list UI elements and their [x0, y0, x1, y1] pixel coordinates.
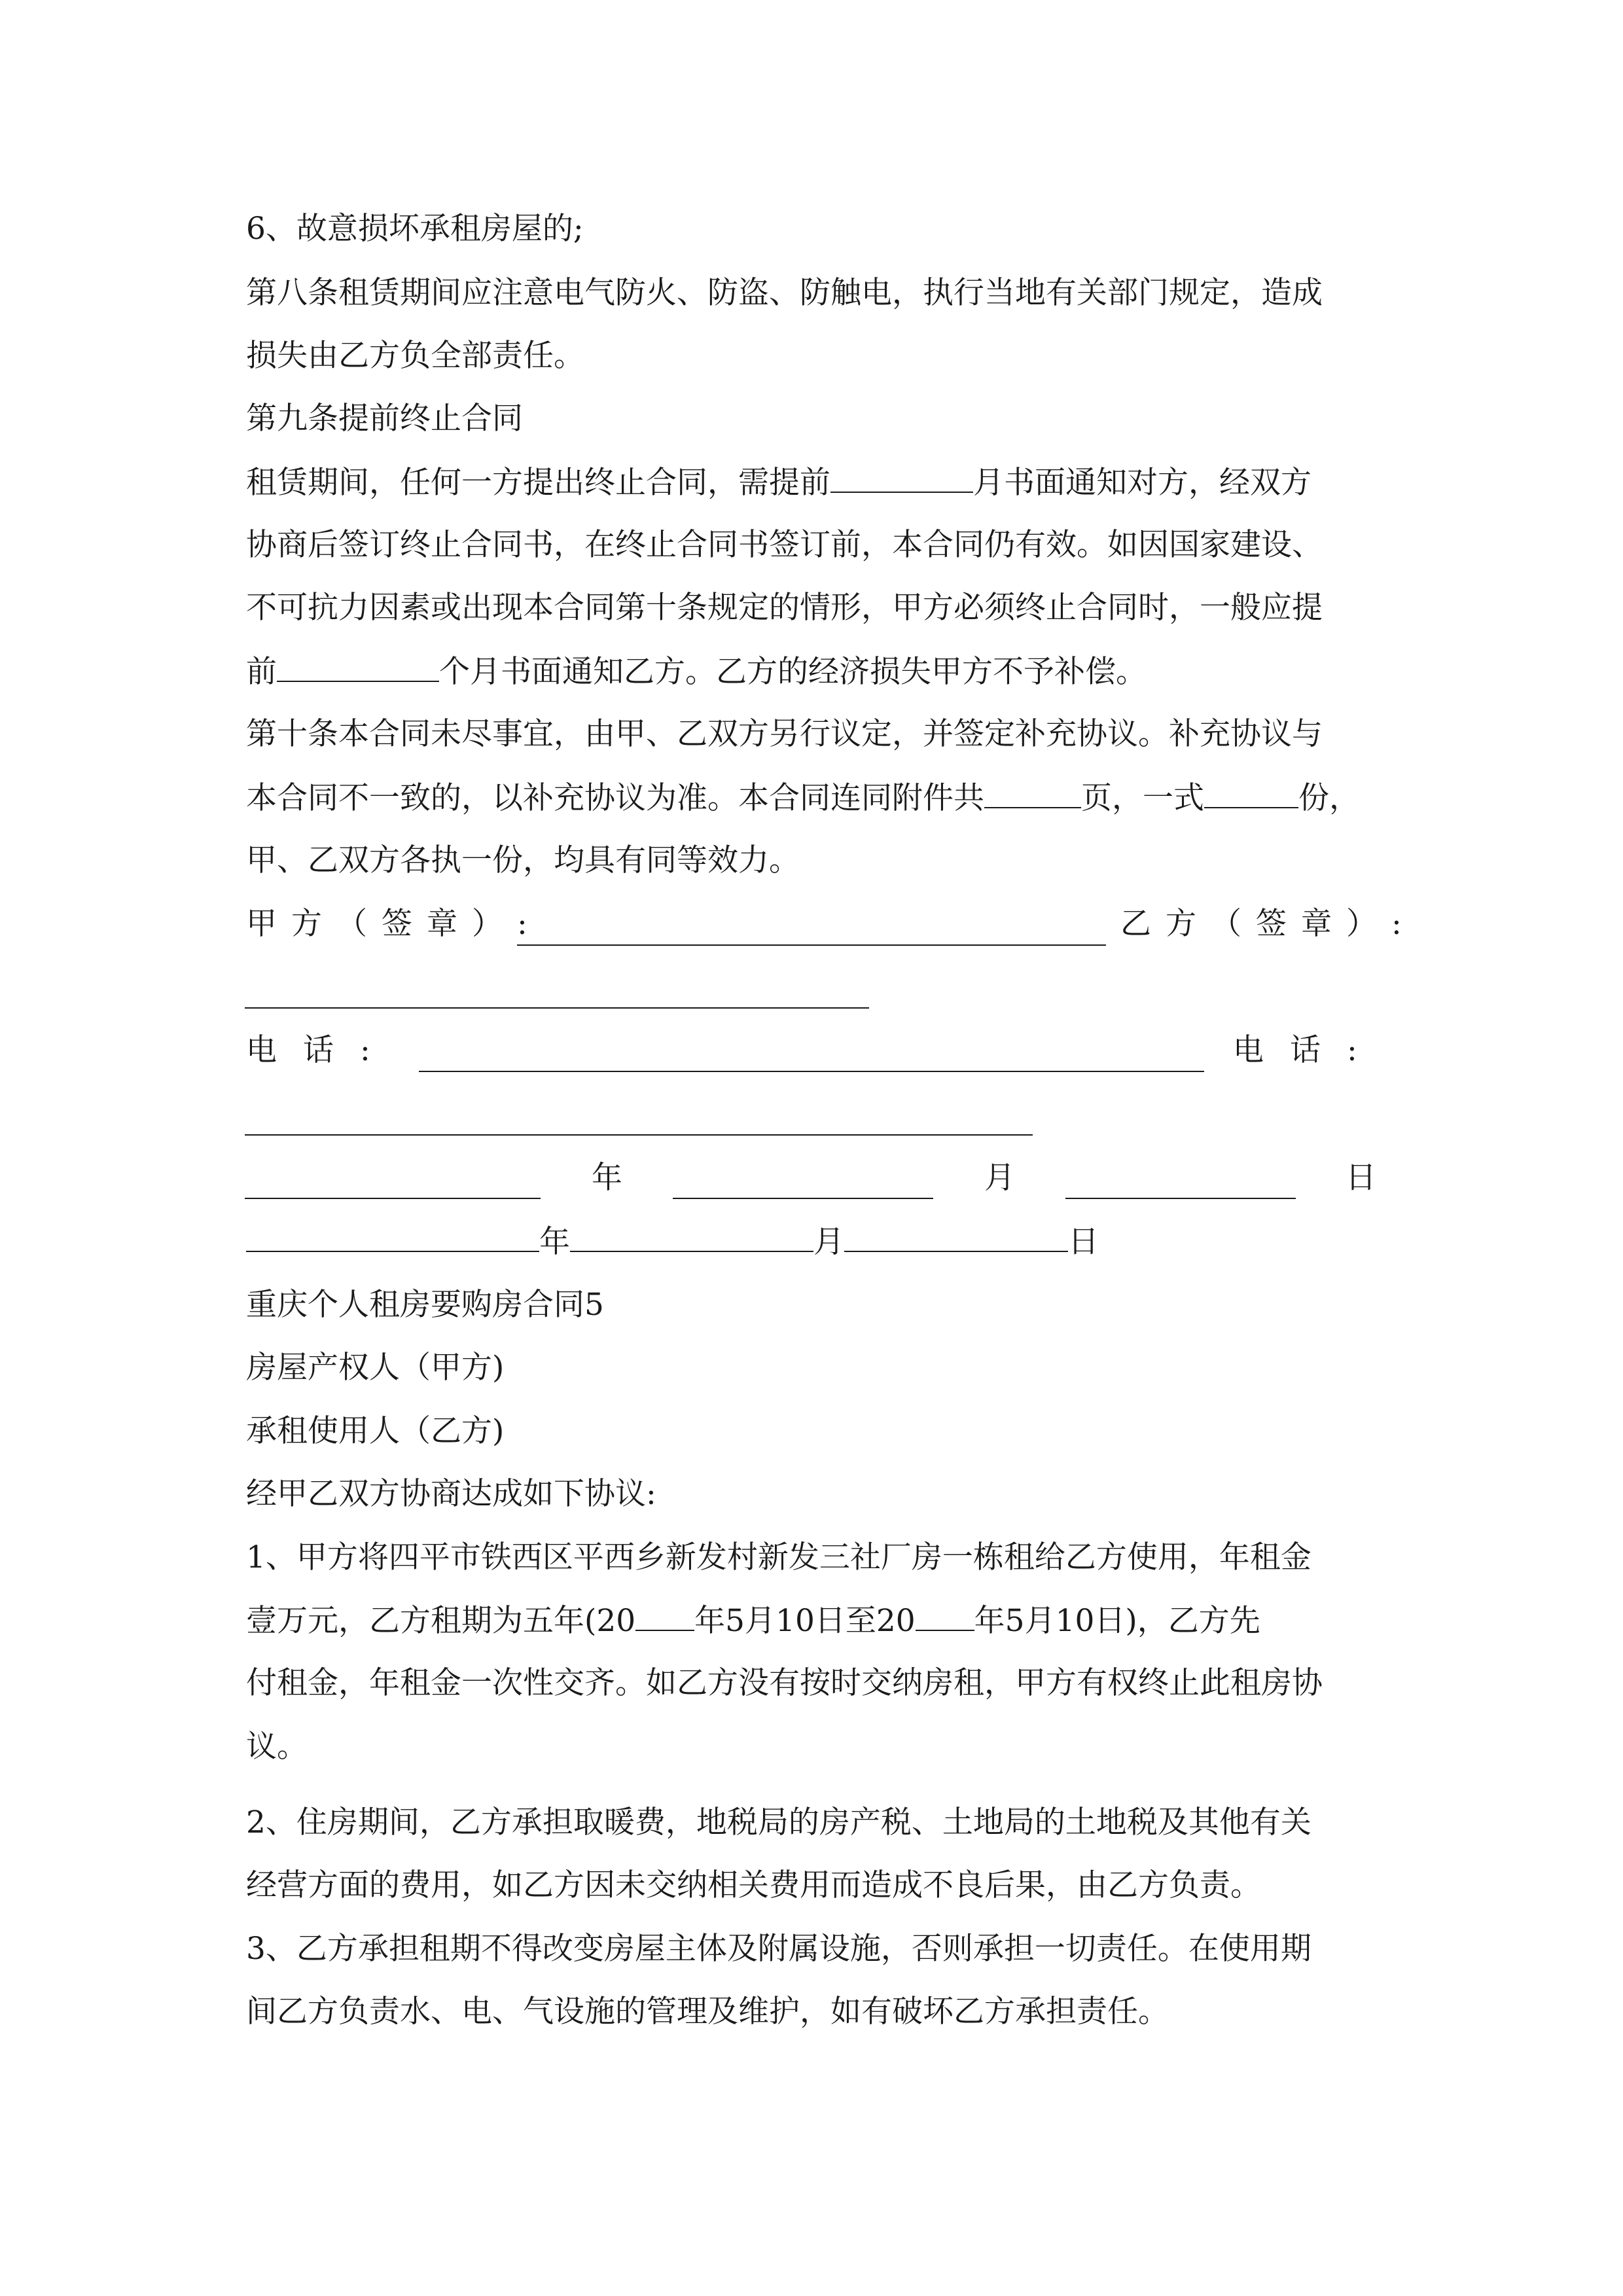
date-month-label: 月 [984, 1160, 1015, 1196]
party-line: 承租使用人（乙方) [246, 1413, 505, 1449]
date-line-year-a[interactable] [245, 1198, 541, 1199]
phone-label-party-b: 电话: [1233, 1032, 1383, 1068]
contract-title: 重庆个人租房要购房合同5 [246, 1287, 604, 1323]
fill-blank[interactable] [570, 1221, 813, 1252]
clause-line-pages [246, 777, 1360, 819]
fill-blank[interactable] [984, 777, 1081, 808]
clause-line-rent [246, 1600, 1260, 1641]
text-segment: 壹万元，乙方租期为五年(20 [246, 1603, 636, 1639]
clause-line: 6、故意损坏承租房屋的; [246, 211, 584, 247]
clause-line: 2、住房期间，乙方承担取暖费，地税局的房产税、土地局的土地税及其他有关 [246, 1804, 1311, 1840]
clause-line: 协商后签订终止合同书，在终止合同书签订前，本合同仍有效。如因国家建设、 [246, 527, 1323, 563]
fill-blank[interactable] [246, 1221, 539, 1252]
date-line-b [246, 1221, 1099, 1263]
phone-line-party-b[interactable] [245, 1134, 1033, 1136]
clause-line-advance [246, 651, 1147, 692]
signature-label-party-a: 甲方（签章）: [246, 906, 542, 942]
clause-line-notice [246, 461, 1311, 503]
party-line: 房屋产权人（甲方) [246, 1350, 505, 1386]
fill-blank[interactable] [277, 651, 439, 682]
clause-line: 甲、乙双方各执一份，均具有同等效力。 [246, 842, 800, 878]
clause-line: 经营方面的费用，如乙方因未交纳相关费用而造成不良后果，由乙方负责。 [246, 1867, 1261, 1903]
date-year-label: 年 [592, 1160, 622, 1196]
fill-blank[interactable] [635, 1600, 694, 1631]
text-segment: 前 [246, 654, 277, 690]
signature-label-party-b: 乙方（签章）: [1120, 906, 1416, 942]
date-month-label: 月 [813, 1224, 844, 1260]
text-segment: 份， [1298, 780, 1360, 816]
signature-line-party-b[interactable] [245, 1007, 869, 1009]
date-day-label: 日 [1346, 1160, 1376, 1196]
fill-blank[interactable] [844, 1221, 1068, 1252]
clause-line: 1、甲方将四平市铁西区平西乡新发村新发三社厂房一栋租给乙方使用，年租金 [246, 1539, 1311, 1575]
date-line-month-a[interactable] [673, 1198, 933, 1199]
clause-line: 间乙方负责水、电、气设施的管理及维护，如有破坏乙方承担责任。 [246, 1994, 1169, 2030]
text-segment: 年5月10日)，乙方先 [974, 1603, 1260, 1639]
clause-line: 不可抗力因素或出现本合同第十条规定的情形，甲方必须终止合同时，一般应提 [246, 590, 1323, 626]
clause-line: 议。 [246, 1729, 308, 1765]
fill-blank[interactable] [830, 461, 973, 493]
text-segment: 个月书面通知乙方。乙方的经济损失甲方不予补偿。 [439, 654, 1147, 690]
clause-line: 第八条租赁期间应注意电气防火、防盗、防触电，执行当地有关部门规定，造成 [246, 275, 1323, 311]
phone-line-party-a[interactable] [419, 1071, 1204, 1072]
date-year-label: 年 [539, 1224, 570, 1260]
text-segment: 租赁期间，任何一方提出终止合同，需提前 [246, 465, 830, 501]
phone-label-party-a: 电话: [246, 1032, 397, 1068]
clause-line: 经甲乙双方协商达成如下协议: [246, 1476, 656, 1512]
text-segment: 页，一式 [1081, 780, 1204, 816]
fill-blank[interactable] [916, 1600, 974, 1631]
fill-blank[interactable] [1204, 777, 1298, 808]
clause-line: 付租金，年租金一次性交齐。如乙方没有按时交纳房租，甲方有权终止此租房协 [246, 1665, 1323, 1701]
clause-line: 损失由乙方负全部责任。 [246, 338, 584, 374]
text-segment: 月书面通知对方，经双方 [973, 465, 1311, 501]
clause-line: 3、乙方承担租期不得改变房屋主体及附属设施，否则承担一切责任。在使用期 [246, 1931, 1311, 1967]
signature-line-party-a[interactable] [517, 944, 1106, 946]
text-segment: 年5月10日至20 [694, 1603, 916, 1639]
clause-line: 第十条本合同未尽事宜，由甲、乙双方另行议定，并签定补充协议。补充协议与 [246, 716, 1323, 752]
text-segment: 本合同不一致的，以补充协议为准。本合同连同附件共 [246, 780, 984, 816]
clause-heading: 第九条提前终止合同 [246, 401, 523, 437]
date-day-label: 日 [1068, 1224, 1099, 1260]
date-line-day-a[interactable] [1065, 1198, 1296, 1199]
